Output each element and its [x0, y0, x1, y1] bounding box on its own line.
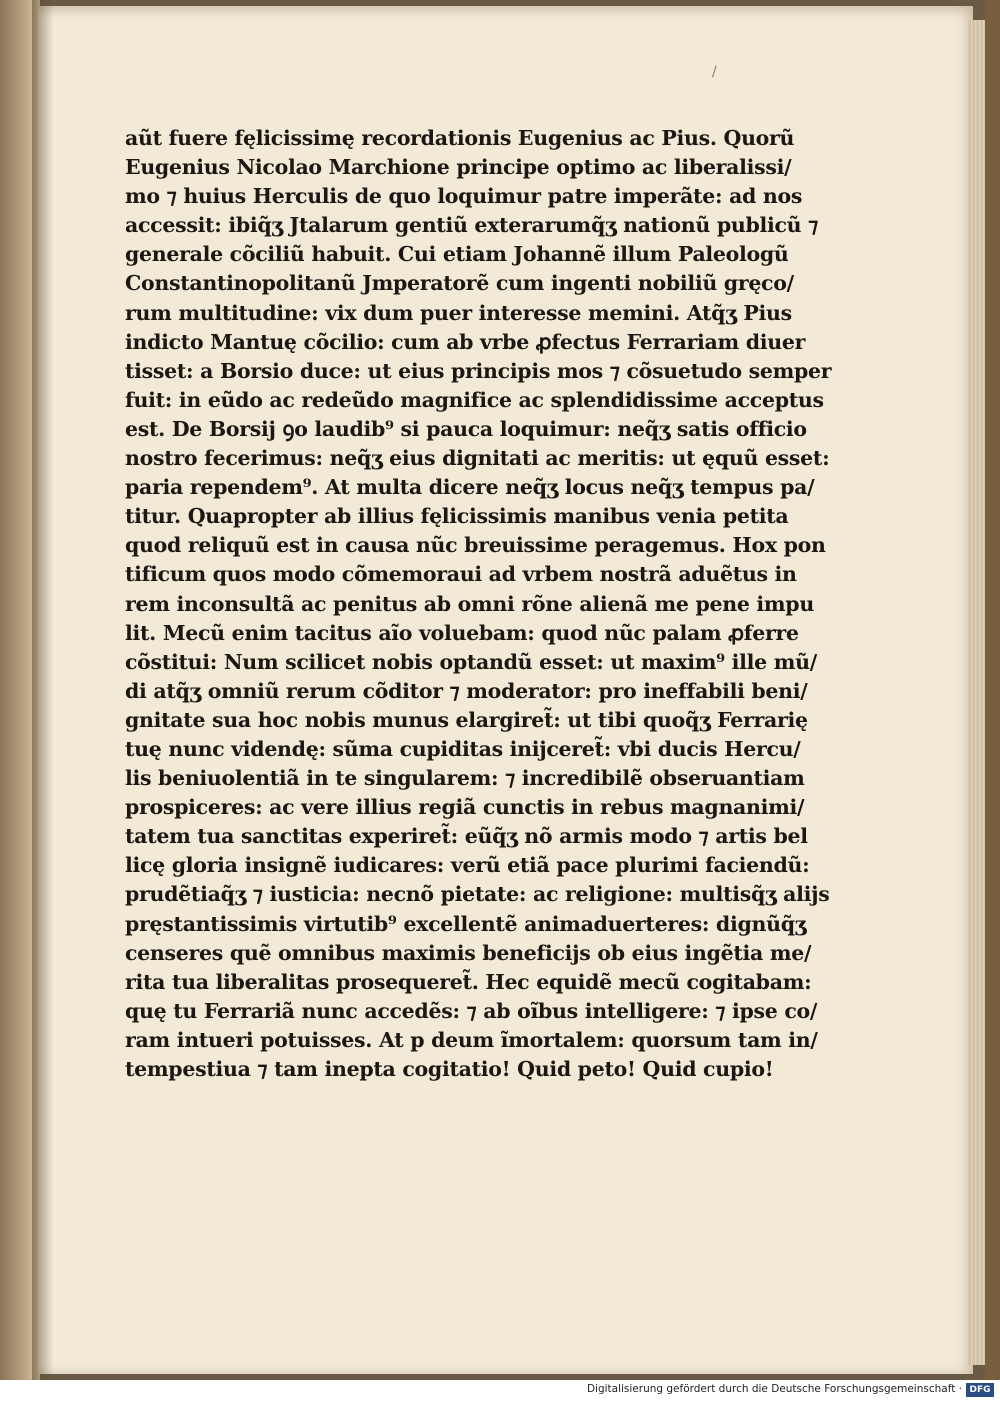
text-line: prudẽtiaq̃ʒ ⁊ iusticia: necnõ pietate: ac religione: multisq̃ʒ alijs: [125, 882, 830, 907]
text-line: rem inconsultã ac penitus ab omni rõne alienã me pene impu: [125, 591, 814, 616]
text-line: cõstitui: Num scilicet nobis optandũ esset: ut maxim⁹ ille mũ/: [125, 649, 817, 674]
text-line: Eugenius Nicolao Marchione principe optimo ac liberalissi/: [125, 155, 792, 180]
text-line: titur. Quapropter ab illius fęlicissimis manibus venia petita: [125, 504, 789, 529]
text-line: di atq̃ʒ omniũ rerum cõditor ⁊ moderator: pro ineffabili beni/: [125, 678, 808, 703]
funding-credit: Digitalisierung gefördert durch die Deutsche Forschungsgemeinschaft ·: [586, 1383, 962, 1395]
text-line: tatem tua sanctitas experiret̃: eũq̃ʒ nõ armis modo ⁊ artis bel: [125, 824, 808, 849]
footer-bar: [0, 1380, 1000, 1401]
text-line: accessit: ibiq̃ʒ Jtalarum gentiũ exterarumq̃ʒ nationũ publicũ ⁊: [125, 213, 818, 238]
text-line: paria rependem⁹. At multa dicere neq̃ʒ locus neq̃ʒ tempus pa/: [125, 475, 815, 500]
text-line: censeres quẽ omnibus maximis beneficijs ob eius ingẽtia me/: [125, 940, 812, 965]
text-line: licę gloria insignẽ iudicares: verũ etiã pace plurimi faciendũ:: [125, 853, 810, 878]
text-line: est. De Borsij ꝯo laudib⁹ si pauca loquimur: neq̃ʒ satis officio: [125, 416, 807, 441]
text-line: ram intueri potuisses. At p deum ĩmortalem: quorsum tam in/: [125, 1027, 818, 1052]
text-line: nostro fecerimus: neq̃ʒ eius dignitati ac meritis: ut ęquũ esset:: [125, 446, 830, 471]
text-line: generale cõciliũ habuit. Cui etiam Johannẽ illum Paleologũ: [125, 242, 789, 267]
book-binding: [985, 0, 1000, 1380]
pencil-mark: /: [712, 64, 717, 80]
text-line: lis beniuolentiã in te singularem: ⁊ incredibilẽ obseruantiam: [125, 766, 805, 791]
text-line: tisset: a Borsio duce: ut eius principis mos ⁊ cõsuetudo semper: [125, 358, 832, 383]
gutter-shadow: [32, 0, 54, 1380]
text-line: rum multitudine: vix dum puer interesse memini. Atq̃ʒ Pius: [125, 300, 792, 325]
dfg-logo-icon: DFG: [966, 1383, 994, 1397]
text-line: lit. Mecũ enim tacitus aĩo voluebam: quod nũc palam ꝓferre: [125, 620, 799, 645]
text-line: indicto Mantuę cõcilio: cum ab vrbe ꝓfectus Ferrariam diuer: [125, 329, 806, 354]
text-line: pręstantissimis virtutib⁹ excellentẽ animaduerteres: dignũq̃ʒ: [125, 911, 807, 936]
text-line: tuę nunc videndę: sũma cupiditas inijceret̃: vbi ducis Hercu/: [125, 736, 801, 761]
text-line: rita tua liberalitas prosequeret̃. Hec equidẽ mecũ cogitabam:: [125, 969, 812, 994]
body-text: [125, 124, 832, 1084]
text-line: quę tu Ferrariã nunc accedẽs: ⁊ ab oĩbus intelligere: ⁊ ipse co/: [125, 998, 818, 1023]
text-line: gnitate sua hoc nobis munus elargiret̃: ut tibi quoq̃ʒ Ferrarię: [125, 707, 808, 732]
text-line: Constantinopolitanũ Jmperatorẽ cum ingenti nobiliũ gręco/: [125, 271, 794, 296]
text-line: fuit: in eũdo ac redeũdo magnifice ac splendidissime acceptus: [125, 387, 824, 412]
text-line: tificum quos modo cõmemoraui ad vrbem nostrã aduẽtus in: [125, 562, 797, 587]
text-line: tempestiua ⁊ tam inepta cogitatio! Quid peto! Quid cupio!: [125, 1057, 774, 1081]
text-line: prospiceres: ac vere illius regiã cunctis in rebus magnanimi/: [125, 795, 805, 820]
text-line: mo ⁊ huius Herculis de quo loquimur patre imperãte: ad nos: [125, 184, 803, 209]
text-line: aũt fuere fęlicissimę recordationis Eugenius ac Pius. Quorũ: [125, 126, 795, 150]
text-line: quod reliquũ est in causa nũc breuissime peragemus. Hox pon: [125, 533, 826, 558]
